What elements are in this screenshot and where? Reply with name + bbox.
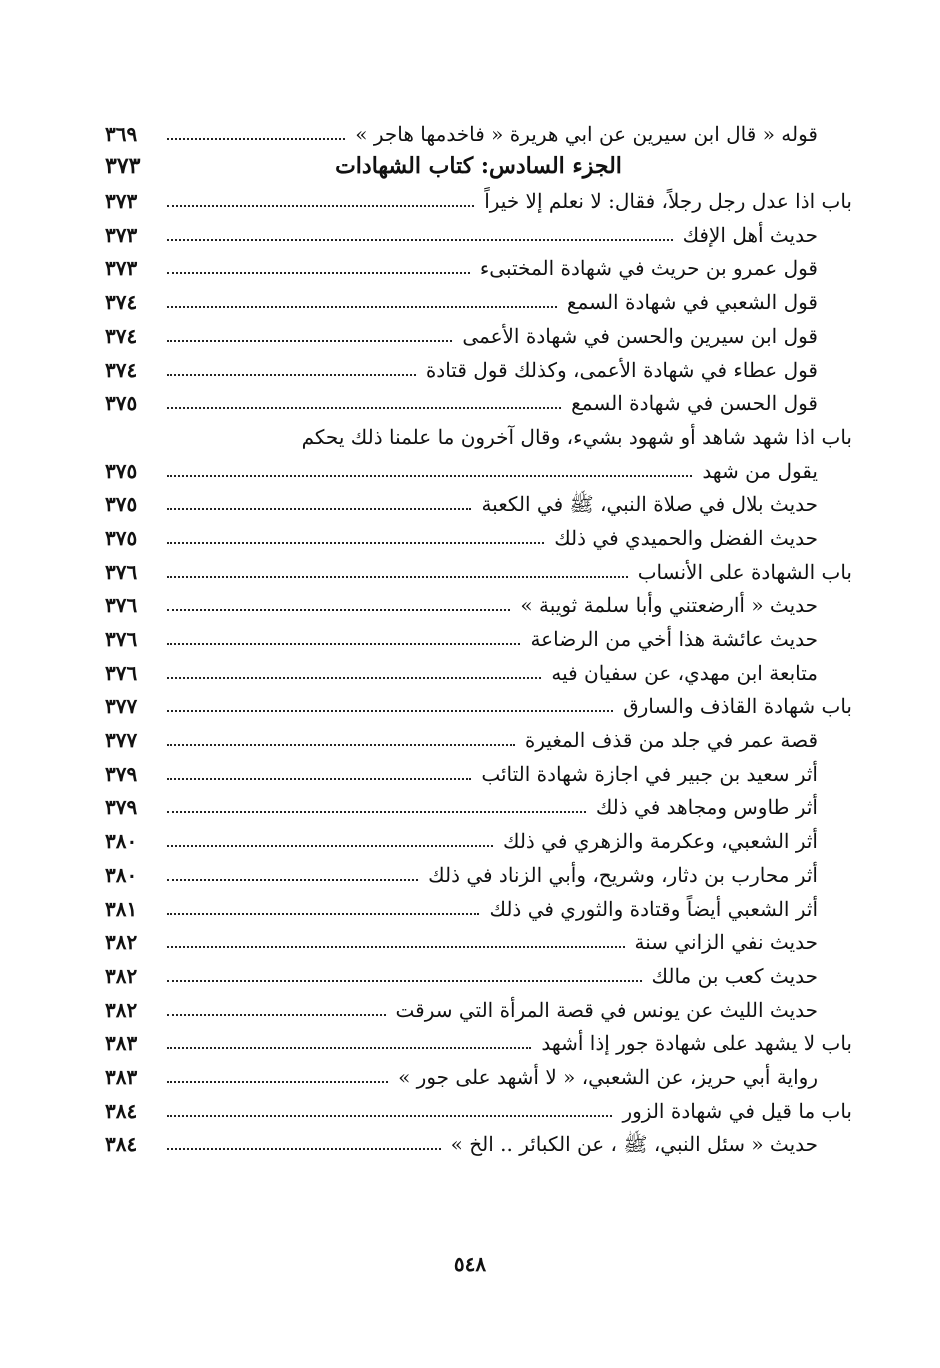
dot-leader: [167, 980, 642, 982]
toc-entry-page: ٣٧٥: [105, 458, 138, 483]
toc-entry-page: ٣٨٢: [105, 997, 138, 1022]
toc-entry-title: أثر الشعبي أيضاً وقتادة والثوري في ذلك: [489, 896, 818, 921]
toc-entry-title: قصة عمر في جلد من قذف المغيرة: [524, 728, 818, 753]
toc-entry-title: حديث نفي الزاني سنة: [634, 930, 818, 955]
dot-leader: [167, 1081, 388, 1083]
toc-entry: [105, 179, 852, 213]
page-number: ٥٤٨: [453, 1252, 487, 1276]
toc-entry-page: ٣٧٣: [105, 189, 138, 214]
toc-entry-title: الجزء السادس: كتاب الشهادات: [335, 153, 622, 180]
toc-entry-title: أثر محارب بن دثار، وشريح، وأبي الزناد في ذلك: [428, 862, 818, 887]
toc-entry: [105, 718, 852, 752]
dot-leader: [167, 1148, 441, 1150]
toc-entry-page: ٣٨٤: [105, 1132, 138, 1157]
toc-entry-page: ٣٧٧: [105, 694, 138, 719]
toc-entry-title: باب الشهادة على الأنساب: [637, 559, 852, 584]
toc-entry-title: حديث بلال في صلاة النبي، ﷺ في الكعبة: [481, 492, 818, 517]
toc-entry-title: أثر الشعبي، وعكرمة والزهري في ذلك: [502, 829, 818, 854]
toc-entry-page: ٣٨٣: [105, 1031, 138, 1056]
toc-entry-title: باب ما قيل في شهادة الزور: [622, 1098, 852, 1123]
toc-entry-page: ٣٧٦: [105, 627, 138, 651]
toc-entry: [105, 685, 852, 719]
toc-entry-page: ٣٨٠: [105, 829, 138, 854]
toc-entry: [105, 584, 852, 618]
toc-entry-title: قوله « قال ابن سيرين عن ابي هريرة « فاخدمها هاجر »: [355, 121, 818, 146]
toc-entry-title: أثر طاوس ومجاهد في ذلك: [595, 795, 818, 820]
toc-entry-title: رواية أبي حريز، عن الشعبي، « لا أشهد على جور »: [398, 1064, 818, 1089]
toc-entry: [105, 651, 852, 685]
dot-leader: [167, 879, 418, 881]
toc-entry: [105, 247, 852, 281]
toc-entry-page: ٣٧٣: [105, 256, 138, 281]
toc-entry-title: باب اذا شهد شاهد أو شهود بشيء، وقال آخرون ما علمنا ذلك يحكم: [301, 424, 852, 449]
toc-entry-title: قول عطاء في شهادة الأعمى، وكذلك قول قتادة: [425, 357, 818, 382]
dot-leader: [167, 138, 345, 140]
toc-entry-page: ٣٨٣: [105, 1064, 138, 1089]
toc-entry-page: ٣٨١: [105, 896, 138, 921]
toc-entry-page: ٣٨٢: [105, 963, 138, 988]
toc-entry: [105, 617, 852, 651]
toc-entry-page: ٣٧٦: [105, 660, 138, 685]
toc-entry: [105, 1089, 852, 1123]
toc-entry: [105, 752, 852, 786]
toc-entry-title: أثر سعيد بن جبير في اجازة شهادة التائب: [481, 761, 818, 786]
toc-entry: [105, 1123, 852, 1157]
dot-leader: [167, 272, 470, 274]
toc-entry: [105, 483, 852, 517]
toc-entry: [105, 516, 852, 550]
toc-entry: [105, 853, 852, 887]
toc-entry: [105, 819, 852, 853]
toc-entry: [105, 449, 852, 483]
toc-entry-page: ٣٧٤: [105, 357, 138, 382]
dot-leader: [167, 913, 479, 915]
toc-entry: [105, 415, 852, 449]
toc-entry-page: ٣٧٣: [105, 153, 141, 180]
toc-entry-page: ٣٧٧: [105, 728, 138, 753]
toc-entry-page: ٣٧٣: [105, 222, 138, 247]
toc-entry-title: حديث الليث عن يونس في قصة المرأة التي سرقت: [395, 997, 818, 1022]
toc-entry: [105, 348, 852, 382]
toc-entry-title: قول الحسن في شهادة السمع: [571, 391, 818, 416]
dot-leader: [167, 946, 625, 948]
toc-entry: [105, 280, 852, 314]
dot-leader: [167, 710, 613, 712]
toc-entry-page: ٣٧٤: [105, 323, 138, 348]
dot-leader: [167, 845, 493, 847]
toc-entry: [105, 314, 852, 348]
toc-entry-page: ٣٦٩: [105, 121, 138, 146]
toc-entry: [105, 1055, 852, 1089]
toc-entry: [105, 213, 852, 247]
dot-leader: [167, 778, 471, 780]
toc-entry-page: ٣٧٤: [105, 290, 138, 315]
toc-entry: [105, 921, 852, 955]
toc-entry-title: متابعة ابن مهدي، عن سفيان فيه: [551, 660, 818, 685]
toc-entry: [105, 988, 852, 1022]
toc-entry: [105, 1022, 852, 1056]
dot-leader: [167, 374, 416, 376]
section-heading: [105, 146, 852, 180]
toc-entry-page: ٣٧٦: [105, 593, 138, 618]
toc-entry-title: حديث عائشة هذا أخي من الرضاعة: [530, 627, 818, 651]
dot-leader: [167, 1047, 531, 1049]
dot-leader: [167, 576, 628, 578]
dot-leader: [167, 407, 561, 409]
toc-entry-title: باب شهادة القاذف والسارق: [623, 694, 852, 719]
toc-entry-page: ٣٨٤: [105, 1098, 138, 1123]
toc-entry-page: ٣٧٩: [105, 795, 138, 820]
toc-entry: [105, 786, 852, 820]
dot-leader: [167, 677, 541, 679]
toc-entry: [105, 382, 852, 416]
toc-entry-title: قول الشعبي في شهادة السمع: [566, 290, 818, 315]
dot-leader: [167, 1014, 386, 1016]
toc-entry-page: ٣٨٢: [105, 930, 138, 955]
dot-leader: [167, 340, 452, 342]
toc-entry-page: ٣٧٥: [105, 525, 138, 550]
toc-entry-title: حديث أهل الإفك: [682, 222, 818, 247]
toc-entry-title: باب اذا عدل رجل رجلاً، فقال: لا نعلم إلا خيراً: [484, 189, 852, 214]
toc-entry-title: يقول من شهد: [702, 458, 818, 483]
toc-entry: [105, 887, 852, 921]
toc-entry-title: قول ابن سيرين والحسن في شهادة الأعمى: [462, 323, 818, 348]
toc-entry-title: قول عمرو بن حريث في شهادة المختبىء: [479, 256, 818, 281]
dot-leader: [167, 643, 520, 645]
toc-entry-page: ٣٧٩: [105, 761, 138, 786]
dot-leader: [167, 306, 557, 308]
toc-entry: [105, 954, 852, 988]
dot-leader: [167, 1115, 612, 1117]
toc-entry-page: ٣٧٦: [105, 559, 138, 584]
toc-entry-page: ٣٧٥: [105, 492, 138, 517]
toc-entry-title: حديث « سئل النبي، ﷺ ، عن الكبائر .. الخ »: [450, 1132, 818, 1157]
toc-entry: [105, 550, 852, 584]
toc-entry: [105, 112, 852, 146]
toc-entry-page: ٣٨٠: [105, 862, 138, 887]
dot-leader: [167, 811, 586, 813]
dot-leader: [167, 609, 510, 611]
toc-entry-title: حديث كعب بن مالك: [651, 963, 818, 988]
dot-leader: [167, 744, 515, 746]
dot-leader: [167, 508, 471, 510]
dot-leader: [167, 205, 474, 207]
toc-entry-title: حديث « أارضعتني وأبا سلمة ثويبة »: [520, 593, 818, 618]
dot-leader: [167, 542, 544, 544]
toc-entry-page: ٣٧٥: [105, 391, 138, 416]
toc-entry-title: حديث الفضل والحميدي في ذلك: [554, 525, 818, 550]
dot-leader: [167, 475, 692, 477]
dot-leader: [167, 239, 673, 241]
toc-entry-title: باب لا يشهد على شهادة جور إذا أشهد: [541, 1031, 852, 1056]
table-of-contents: [105, 112, 852, 1156]
